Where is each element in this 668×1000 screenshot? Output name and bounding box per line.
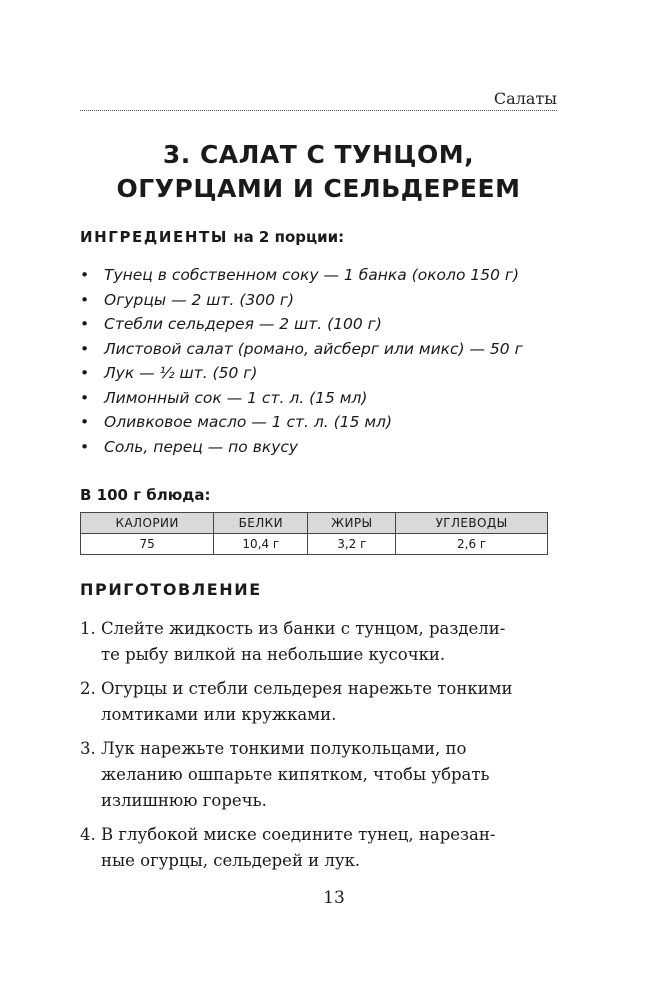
bullet-icon: • bbox=[80, 315, 90, 333]
step-number: 2. bbox=[80, 679, 96, 698]
step-item bbox=[80, 822, 550, 874]
bullet-icon: • bbox=[80, 290, 90, 309]
preparation-heading: ПРИГОТОВЛЕНИЕ bbox=[80, 580, 262, 599]
nutrition-header-calories: КАЛОРИИ bbox=[81, 513, 214, 534]
nutrition-value-calories: 75 bbox=[81, 534, 214, 555]
step-line: Огурцы и стебли сельдерея нарежьте тонкими bbox=[101, 679, 513, 698]
ingredient-text: Соль, перец — по вкусу bbox=[104, 437, 299, 456]
nutrition-value-fat: 3,2 г bbox=[308, 534, 396, 555]
preparation-steps bbox=[80, 616, 550, 882]
bullet-icon: • bbox=[80, 437, 90, 456]
step-number: 1. bbox=[80, 619, 96, 638]
recipe-title-line-2: ОГУРЦАМИ И СЕЛЬДЕРЕЕМ bbox=[116, 174, 521, 203]
recipe-title-line-1: 3. САЛАТ С ТУНЦОМ, bbox=[162, 140, 475, 169]
step-line: желанию ошпарьте кипятком, чтобы убрать bbox=[101, 765, 490, 784]
ingredient-text: Листовой салат (романо, айсберг или микс) — 50 г bbox=[104, 339, 523, 358]
bullet-icon: • bbox=[80, 339, 90, 358]
step-item bbox=[80, 736, 550, 814]
nutrition-header-protein: БЕЛКИ bbox=[214, 513, 308, 534]
ingredient-item bbox=[80, 386, 580, 411]
ingredient-text: Стебли сельдерея — 2 шт. (100 г) bbox=[104, 315, 382, 333]
step-line: ломтиками или кружками. bbox=[101, 705, 337, 724]
ingredients-portions: на 2 порции: bbox=[228, 228, 345, 246]
nutrition-header-fat: ЖИРЫ bbox=[308, 513, 396, 534]
bullet-icon: • bbox=[80, 413, 90, 431]
bullet-icon: • bbox=[80, 266, 90, 284]
ingredients-heading-label: ИНГРЕДИЕНТЫ bbox=[80, 228, 228, 246]
ingredients-heading bbox=[80, 228, 344, 246]
ingredient-item bbox=[80, 361, 580, 386]
ingredient-item bbox=[80, 263, 580, 288]
recipe-title bbox=[80, 138, 557, 206]
running-head: Салаты bbox=[493, 89, 557, 108]
step-line: Лук нарежьте тонкими полукольцами, по bbox=[101, 739, 467, 758]
step-number: 4. bbox=[80, 825, 96, 844]
step-line: Слейте жидкость из банки с тунцом, раздели- bbox=[101, 619, 506, 638]
page-number: 13 bbox=[323, 888, 345, 908]
ingredient-text: Лимонный сок — 1 ст. л. (15 мл) bbox=[104, 388, 368, 407]
nutrition-value-protein: 10,4 г bbox=[214, 534, 308, 555]
nutrition-header-carbs: УГЛЕВОДЫ bbox=[396, 513, 548, 534]
ingredient-text: Тунец в собственном соку — 1 банка (около 150 г) bbox=[104, 266, 520, 284]
nutrition-value-row bbox=[81, 534, 548, 555]
step-line: В глубокой миске соедините тунец, нарезан- bbox=[101, 825, 496, 844]
step-number: 3. bbox=[80, 739, 96, 758]
ingredient-item bbox=[80, 312, 580, 337]
ingredient-item bbox=[80, 337, 580, 362]
ingredient-item bbox=[80, 435, 580, 460]
ingredient-item bbox=[80, 410, 580, 435]
ingredient-text: Оливковое масло — 1 ст. л. (15 мл) bbox=[104, 413, 392, 431]
nutrition-value-carbs: 2,6 г bbox=[396, 534, 548, 555]
step-item bbox=[80, 676, 550, 728]
step-line: те рыбу вилкой на небольшие кусочки. bbox=[101, 645, 446, 664]
nutrition-table bbox=[80, 512, 548, 555]
step-item bbox=[80, 616, 550, 668]
step-line: излишнюю горечь. bbox=[101, 791, 267, 810]
ingredient-text: Огурцы — 2 шт. (300 г) bbox=[104, 290, 295, 309]
bullet-icon: • bbox=[80, 364, 90, 382]
nutrition-heading: В 100 г блюда: bbox=[80, 486, 211, 504]
ingredient-text: Лук — ½ шт. (50 г) bbox=[104, 364, 258, 382]
header-dotted-rule bbox=[80, 110, 557, 111]
nutrition-header-row bbox=[81, 513, 548, 534]
ingredient-item bbox=[80, 288, 580, 313]
ingredients-list bbox=[80, 263, 580, 459]
bullet-icon: • bbox=[80, 388, 90, 407]
step-line: ные огурцы, сельдерей и лук. bbox=[101, 851, 361, 870]
